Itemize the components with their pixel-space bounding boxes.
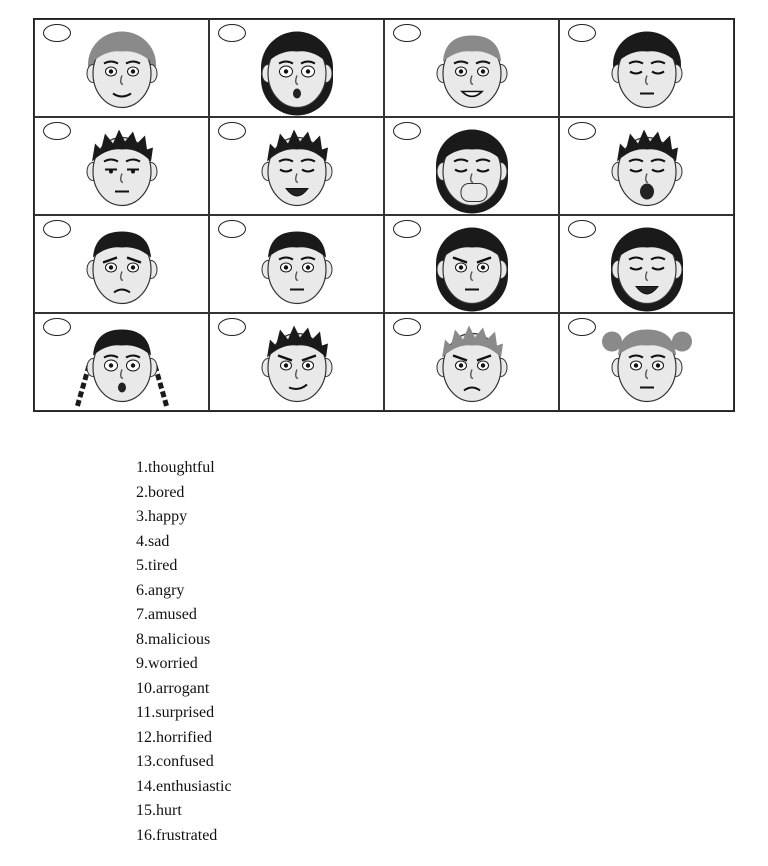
answer-bubble[interactable] (218, 122, 246, 140)
girl-pigtails-face-icon (592, 315, 702, 411)
face-cell (384, 19, 559, 117)
answer-bubble[interactable] (218, 24, 246, 42)
face-cell (209, 19, 384, 117)
face-cell (209, 313, 384, 411)
emotion-word-list (136, 456, 232, 848)
boy-screaming-face-icon (592, 119, 702, 215)
emotion-word: 3.happy (136, 508, 188, 525)
face-cell (34, 117, 209, 215)
emotion-word: 7.amused (136, 606, 197, 623)
answer-bubble[interactable] (393, 220, 421, 238)
answer-bubble[interactable] (568, 122, 596, 140)
face-cell (34, 313, 209, 411)
man-collared-face-icon (242, 217, 352, 313)
answer-bubble[interactable] (218, 318, 246, 336)
girl-bob-hair-face-icon (67, 21, 177, 117)
boy-smirking-face-icon (242, 315, 352, 411)
face-cell (559, 313, 734, 411)
girl-yawning-face-icon (417, 119, 527, 215)
emotion-word: 4.sad (136, 532, 170, 550)
faces-grid (33, 18, 735, 412)
answer-bubble[interactable] (568, 220, 596, 238)
emotion-word: 12.horrified (136, 728, 212, 746)
answer-bubble[interactable] (43, 318, 71, 336)
face-cell (559, 19, 734, 117)
answer-bubble[interactable] (43, 24, 71, 42)
face-cell (34, 19, 209, 117)
answer-bubble[interactable] (43, 122, 71, 140)
emotion-word: 16.frustrated (136, 826, 218, 844)
emotion-word: 1.thoughtful (136, 459, 215, 476)
emotion-word: 11.surprised (136, 704, 215, 721)
answer-bubble[interactable] (393, 318, 421, 336)
answer-bubble[interactable] (393, 122, 421, 140)
boy-frowning-face-icon (417, 315, 527, 411)
face-cell (559, 215, 734, 313)
boy-laughing-face-icon (242, 119, 352, 215)
answer-bubble[interactable] (568, 24, 596, 42)
emotion-word: 2.bored (136, 483, 185, 501)
girl-long-hair-surprised-face-icon (242, 21, 352, 117)
man-sad-face-icon (67, 217, 177, 313)
answer-bubble[interactable] (568, 318, 596, 336)
face-cell (209, 117, 384, 215)
emotion-word: 13.confused (136, 753, 214, 770)
face-cell (384, 313, 559, 411)
emotion-word: 9.worried (136, 655, 198, 672)
face-cell (384, 215, 559, 313)
face-cell (559, 117, 734, 215)
face-cell (34, 215, 209, 313)
answer-bubble[interactable] (43, 220, 71, 238)
boy-messy-hair-face-icon (67, 119, 177, 215)
emotion-word: 6.angry (136, 581, 185, 599)
face-cell (384, 117, 559, 215)
emotion-word: 8.malicious (136, 630, 211, 648)
answer-bubble[interactable] (218, 220, 246, 238)
face-cell (209, 215, 384, 313)
girl-angry-face-icon (417, 217, 527, 313)
emotion-word: 14.enthusiastic (136, 777, 232, 795)
boy-smiling-face-icon (417, 21, 527, 117)
emotion-word: 15.hurt (136, 802, 182, 819)
woman-eyes-closed-face-icon (592, 21, 702, 117)
emotion-word: 10.arrogant (136, 679, 210, 697)
girl-braids-surprised-face-icon (67, 315, 177, 411)
emotion-word: 5.tired (136, 557, 178, 574)
woman-laughing-face-icon (592, 217, 702, 313)
answer-bubble[interactable] (393, 24, 421, 42)
